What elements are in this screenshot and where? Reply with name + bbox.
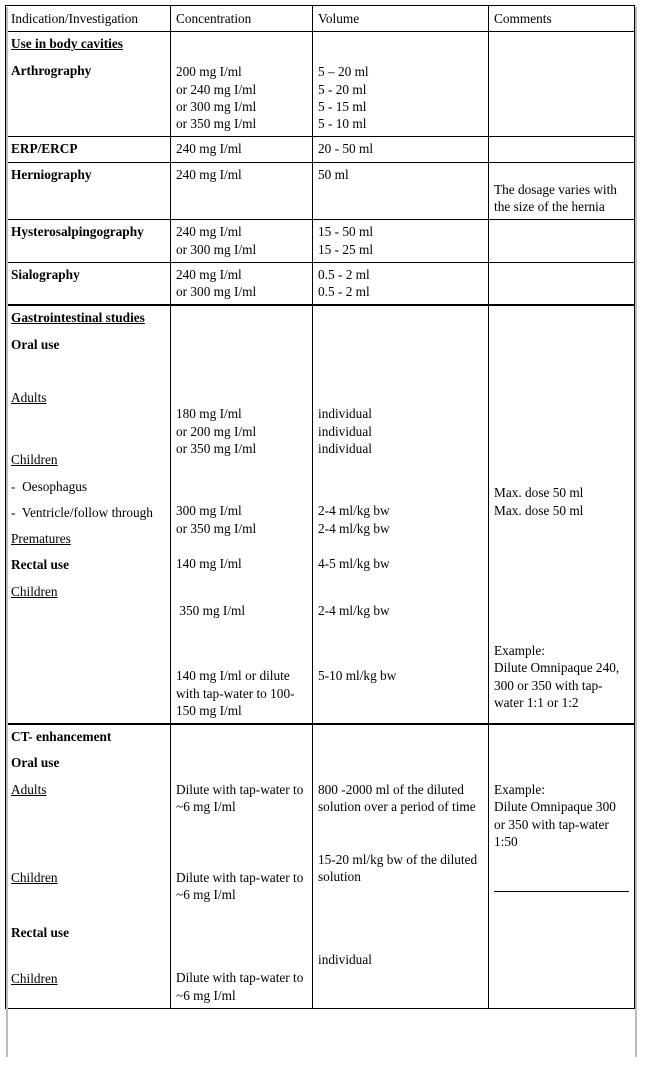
volume-value: 20 - 50 ml	[318, 141, 374, 157]
column-header-comments-label: Comments	[494, 11, 552, 26]
cell-volume-herniography	[313, 162, 489, 220]
cell-concentration-herniography	[171, 162, 313, 220]
volume-value: 2-4 ml/kg bw	[318, 603, 390, 619]
comment-text: Max. dose 50 ml	[494, 485, 584, 501]
cell-comments-gastrointestinal	[489, 305, 635, 724]
cell-concentration-arthrography	[171, 32, 313, 137]
row-label-adults: Adults	[11, 389, 47, 405]
concentration-value: or 240 mg I/ml	[176, 81, 257, 97]
subsection-heading-use-in-body-cavities: Use in body cavities	[11, 36, 123, 52]
comment-text: The dosage varies with the size of the hernia	[494, 181, 621, 214]
concentration-value: 200 mg I/ml	[176, 64, 242, 80]
column-header-volume-label: Volume	[318, 11, 360, 26]
table-row	[6, 305, 635, 724]
row-label-children-ct-rectal: Children	[11, 970, 58, 986]
cell-indication-sialography	[6, 262, 171, 305]
concentration-value: or 350 mg I/ml	[176, 440, 257, 456]
cell-comments-herniography	[489, 162, 635, 220]
row-label-herniography: Herniography	[11, 166, 92, 182]
table-header-row	[6, 6, 635, 32]
concentration-value: or 300 mg I/ml	[176, 98, 257, 114]
concentration-value: or 200 mg I/ml	[176, 423, 257, 439]
cell-indication-hysterosalpingography	[6, 220, 171, 263]
subheading-rectal-use: Rectal use	[11, 557, 69, 573]
table-row	[6, 262, 635, 305]
table-row	[6, 137, 635, 162]
row-label-children: Children	[11, 452, 58, 468]
concentration-value: 180 mg I/ml	[176, 406, 242, 422]
concentration-value: Dilute with tap-water to ~6 mg I/ml	[176, 782, 307, 815]
row-label-erp-ercp: ERP/ERCP	[11, 141, 78, 157]
comment-text: Dilute Omnipaque 300 or 350 with tap-water 1:50	[494, 799, 620, 850]
column-header-volume	[313, 6, 489, 32]
cell-volume-ct-enhancement	[313, 724, 489, 1008]
section-heading-gastrointestinal-studies: Gastrointestinal studies	[11, 310, 145, 326]
column-header-concentration	[171, 6, 313, 32]
cell-concentration-erp-ercp	[171, 137, 313, 162]
comment-text: Example:	[494, 782, 545, 798]
row-label-sialography: Sialography	[11, 266, 80, 282]
row-label-prematures: Prematures	[11, 531, 71, 547]
dosage-table	[5, 5, 635, 1009]
comment-text: Dilute Omnipaque 240, 300 or 350 with tap-water 1:1 or 1:2	[494, 660, 623, 710]
concentration-value: or 300 mg I/ml	[176, 284, 257, 300]
row-label-ventricle-follow-through: - Ventricle/follow through	[11, 504, 153, 520]
volume-value: 15 - 50 ml	[318, 224, 374, 240]
volume-value: 5 – 20 ml	[318, 64, 369, 80]
concentration-value: 240 mg I/ml	[176, 141, 242, 157]
cell-comments-ct-enhancement	[489, 724, 635, 1008]
concentration-value: or 350 mg I/ml	[176, 520, 257, 536]
volume-value: 0.5 - 2 ml	[318, 266, 370, 282]
volume-value: individual	[318, 440, 372, 456]
cell-concentration-hysterosalpingography	[171, 220, 313, 263]
column-header-comments	[489, 6, 635, 32]
cell-volume-erp-ercp	[313, 137, 489, 162]
volume-value: 15 - 25 ml	[318, 241, 374, 257]
table-row	[6, 32, 635, 137]
cell-volume-sialography	[313, 262, 489, 305]
subheading-oral-use: Oral use	[11, 336, 60, 352]
cell-indication-erp-ercp	[6, 137, 171, 162]
volume-value: individual	[318, 952, 372, 968]
row-label-arthrography: Arthrography	[11, 62, 92, 78]
volume-value: 0.5 - 2 ml	[318, 284, 370, 300]
cell-concentration-gastrointestinal	[171, 305, 313, 724]
column-header-indication	[6, 6, 171, 32]
scan-artifact-right-edge	[635, 7, 637, 1057]
volume-value: 5-10 ml/kg bw	[318, 668, 397, 684]
concentration-value: Dilute with tap-water to ~6 mg I/ml	[176, 869, 307, 903]
column-header-concentration-label: Concentration	[176, 11, 252, 26]
row-label-adults-ct: Adults	[11, 781, 47, 797]
volume-value: 800 -2000 ml of the diluted solution over a period of time	[318, 782, 476, 815]
cell-comments-arthrography	[489, 32, 635, 137]
subheading-rectal-use-ct: Rectal use	[11, 925, 69, 941]
cell-indication-ct-enhancement	[6, 724, 171, 1008]
column-header-indication-label: Indication/Investigation	[11, 11, 139, 26]
table-row	[6, 724, 635, 1008]
volume-value: 5 - 10 ml	[318, 116, 367, 132]
volume-value: 2-4 ml/kg bw	[318, 503, 390, 519]
cell-indication-herniography	[6, 162, 171, 220]
concentration-value: 350 mg I/ml	[176, 603, 246, 619]
volume-value: 15-20 ml/kg bw of the diluted solution	[318, 851, 481, 885]
cell-volume-arthrography	[313, 32, 489, 137]
row-label-oesophagus: - Oesophagus	[11, 478, 88, 494]
cell-volume-gastrointestinal	[313, 305, 489, 724]
cell-comments-sialography	[489, 262, 635, 305]
volume-value: individual	[318, 423, 372, 439]
concentration-value: 240 mg I/ml	[176, 266, 242, 282]
table-row	[6, 162, 635, 220]
row-label-hysterosalpingography: Hysterosalpingography	[11, 224, 144, 240]
cell-indication-arthrography	[6, 32, 171, 137]
volume-value: individual	[318, 406, 372, 422]
comment-text: Max. dose 50 ml	[494, 502, 584, 518]
dosage-table-container	[5, 5, 634, 1009]
table-row	[6, 220, 635, 263]
cell-concentration-sialography	[171, 262, 313, 305]
concentration-value: or 300 mg I/ml	[176, 241, 257, 257]
concentration-value: 140 mg I/ml or dilute with tap-water to 100-150 mg I/ml	[176, 668, 295, 718]
comment-text: Example:	[494, 642, 545, 658]
volume-value: 5 - 20 ml	[318, 81, 367, 97]
concentration-value: Dilute with tap-water to ~6 mg I/ml	[176, 970, 307, 1003]
concentration-value: or 350 mg I/ml	[176, 116, 257, 132]
volume-value: 50 ml	[318, 166, 349, 182]
cell-volume-hysterosalpingography	[313, 220, 489, 263]
volume-value: 2-4 ml/kg bw	[318, 520, 390, 536]
cell-comments-erp-ercp	[489, 137, 635, 162]
row-label-children-ct-oral: Children	[11, 870, 58, 886]
row-label-children-rectal: Children	[11, 583, 58, 599]
concentration-value: 240 mg I/ml	[176, 166, 242, 182]
concentration-value: 240 mg I/ml	[176, 224, 242, 240]
cell-indication-gastrointestinal	[6, 305, 171, 724]
concentration-value: 300 mg I/ml	[176, 503, 242, 519]
cell-comments-hysterosalpingography	[489, 220, 635, 263]
volume-value: 4-5 ml/kg bw	[318, 555, 390, 571]
comments-internal-divider	[494, 891, 629, 892]
scan-artifact-left-edge	[6, 7, 8, 1057]
subheading-oral-use-ct: Oral use	[11, 755, 60, 771]
concentration-value: 140 mg I/ml	[176, 555, 242, 571]
cell-concentration-ct-enhancement	[171, 724, 313, 1008]
section-heading-ct-enhancement: CT- enhancement	[11, 729, 112, 745]
volume-value: 5 - 15 ml	[318, 98, 367, 114]
